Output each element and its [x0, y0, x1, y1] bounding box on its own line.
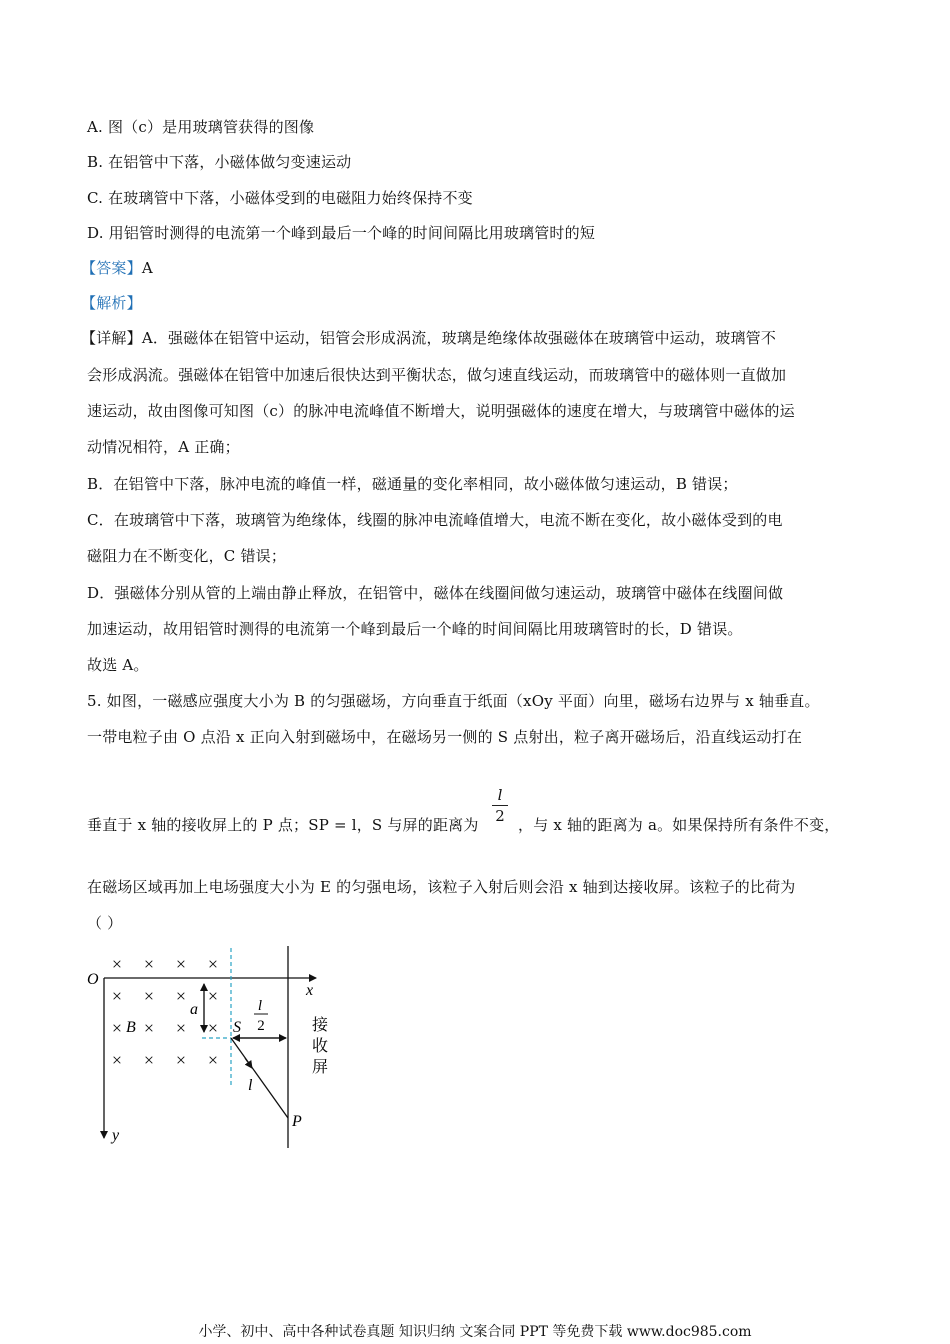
- field-crosses: [112, 954, 218, 1070]
- y-axis-label: y: [112, 1127, 120, 1144]
- answer-value: A: [141, 259, 153, 277]
- detail-line-7: 磁阻力在不断变化，C 错误；: [87, 547, 287, 565]
- field-cross: ×: [175, 1050, 187, 1070]
- detail-line-1: [81, 328, 776, 348]
- field-cross: ×: [143, 954, 155, 974]
- length-l-label: l: [248, 1077, 253, 1094]
- option-c: C. 在玻璃管中下落，小磁体受到的电磁阻力始终保持不变: [87, 189, 473, 207]
- distance-a-label: a: [190, 1001, 198, 1018]
- detail-line-3: 速运动，故由图像可知图（c）的脉冲电流峰值不断增大，说明强磁体的速度在增大，与玻璃管中磁体的运: [87, 402, 795, 420]
- detail-line-6: C．在玻璃管中下落，玻璃管为绝缘体，线圈的脉冲电流峰值增大，电流不断在变化，故小磁体受到的电: [87, 511, 783, 529]
- question-5-line-2: 一带电粒子由 O 点沿 x 正向入射到磁场中，在磁场另一侧的 S 点射出，粒子离开磁场后，沿直线运动打在: [87, 728, 803, 746]
- analysis-tag: 【解析】: [81, 294, 142, 312]
- field-cross: ×: [175, 954, 187, 974]
- field-cross: ×: [111, 1018, 123, 1038]
- field-label: B: [126, 1019, 136, 1036]
- question-5-blank: （ ）: [87, 914, 123, 932]
- field-cross: ×: [111, 986, 123, 1006]
- fraction-l-over-2: [492, 786, 508, 825]
- field-cross: ×: [175, 986, 187, 1006]
- question-5-line-4: 在磁场区域再加上电场强度大小为 E 的匀强电场，该粒子入射后则会沿 x 轴到达接收屏。该粒子的比荷为: [87, 878, 796, 896]
- option-d: D. 用铝管时测得的电流第一个峰到最后一个峰的时间间隔比用玻璃管时的短: [87, 224, 596, 242]
- detail-conclusion: 故选 A。: [87, 656, 149, 674]
- detail-line-2: 会形成涡流。强磁体在铝管中加速后很快达到平衡状态，做匀速直线运动，而玻璃管中的磁体则一直做加: [87, 366, 787, 384]
- field-cross: ×: [175, 1018, 187, 1038]
- answer-line: [81, 258, 153, 278]
- field-cross: ×: [111, 1050, 123, 1070]
- screen-label-1: 接: [312, 1017, 329, 1034]
- question-5-line-1: 5. 如图，一磁感应强度大小为 B 的匀强磁场，方向垂直于纸面（xOy 平面）向里，磁场右边界与 x 轴垂直。: [87, 692, 820, 710]
- page-footer: 小学、初中、高中各种试卷真题 知识归纳 文案合同 PPT 等免费下载 www.doc985.com: [198, 1324, 752, 1340]
- half-l-denominator: 2: [257, 1018, 265, 1034]
- field-cross: ×: [207, 986, 219, 1006]
- option-b: B. 在铝管中下落，小磁体做匀变速运动: [87, 153, 352, 171]
- point-p-label: P: [292, 1113, 302, 1130]
- detail-tag: 【详解】: [81, 329, 142, 347]
- detail-text-1: A．强磁体在铝管中运动，铝管会形成涡流，玻璃是绝缘体故强磁体在玻璃管中运动，玻璃管不: [141, 329, 777, 347]
- question-5-line-3a: 垂直于 x 轴的接收屏上的 P 点；SP = l，S 与屏的距离为: [87, 816, 479, 834]
- trajectory-arrow: [245, 1058, 252, 1068]
- field-cross: ×: [207, 1050, 219, 1070]
- answer-tag: 【答案】: [81, 259, 142, 277]
- fraction-bar: [492, 805, 508, 806]
- field-cross: ×: [143, 1050, 155, 1070]
- point-s-label: S: [233, 1019, 241, 1036]
- origin-label: O: [87, 971, 99, 988]
- analysis-line: [81, 293, 142, 313]
- field-cross: ×: [143, 1018, 155, 1038]
- screen-label-3: 屏: [312, 1059, 329, 1076]
- detail-line-9: 加速运动，故用铝管时测得的电流第一个峰到最后一个峰的时间间隔比用玻璃管时的长，D 错误。: [87, 620, 743, 638]
- detail-line-8: D．强磁体分别从管的上端由静止释放，在铝管中，磁体在线圈间做匀速运动，玻璃管中磁体在线圈间做: [87, 584, 784, 602]
- question-5-line-3b: ，与 x 轴的距离为 a。如果保持所有条件不变，: [518, 816, 840, 834]
- x-axis-label: x: [306, 982, 314, 999]
- detail-line-5: B．在铝管中下落，脉冲电流的峰值一样，磁通量的变化率相同，故小磁体做匀速运动，B 错误；: [87, 475, 738, 493]
- trajectory-sp: [231, 1038, 288, 1118]
- detail-line-4: 动情况相符，A 正确；: [87, 438, 240, 456]
- magnetic-field-diagram: [80, 940, 340, 1150]
- field-cross: ×: [207, 1018, 219, 1038]
- screen-label-2: 收: [312, 1038, 329, 1055]
- fraction-denominator: 2: [495, 807, 505, 825]
- field-cross: ×: [111, 954, 123, 974]
- option-a: A. 图（c）是用玻璃管获得的图像: [87, 118, 315, 136]
- field-cross: ×: [143, 986, 155, 1006]
- half-l-numerator: l: [257, 998, 263, 1014]
- fraction-numerator: l: [497, 786, 503, 804]
- field-cross: ×: [207, 954, 219, 974]
